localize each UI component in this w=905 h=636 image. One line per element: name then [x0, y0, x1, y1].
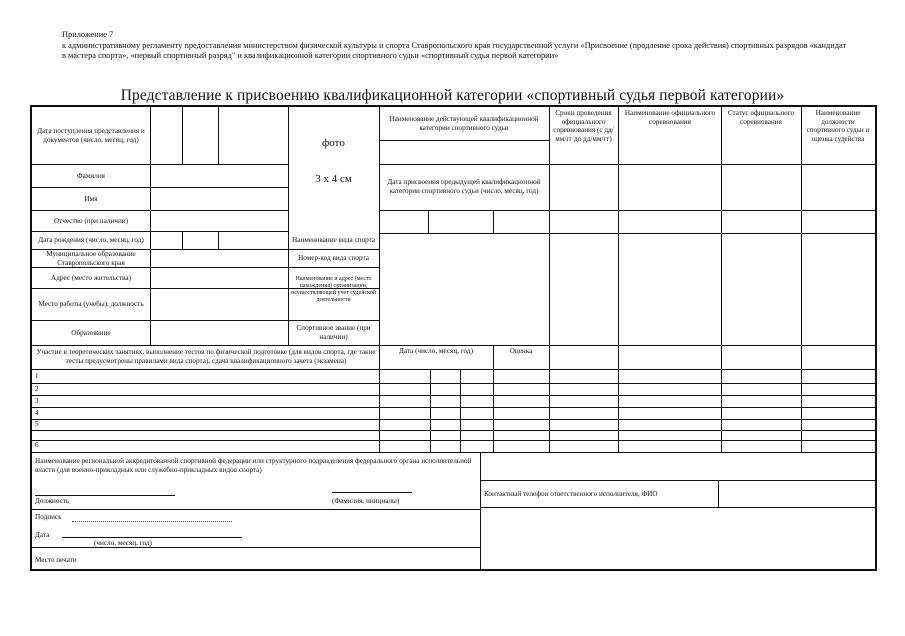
photo-label: фото [322, 136, 345, 149]
label-current-category: Наименование действующей квалификационной категории спортивного судьи [389, 115, 539, 132]
label-title-rank: Спортивное звание (при наличии) [296, 323, 371, 341]
footer-fio: (Фамилия, инициалы) [332, 497, 400, 505]
grid-line [32, 430, 875, 431]
footer-date: Дата [35, 531, 50, 539]
grid-line [493, 345, 494, 452]
footer-signature: Подпись [35, 513, 62, 521]
theory-grade: Оценка [509, 346, 533, 355]
grid-line [32, 452, 875, 453]
label-org: Наименование и адрес (место нахождения) организации, осуществляющей учет судейской деятельности [291, 275, 376, 303]
row-number: 3 [35, 397, 39, 405]
grid-line [182, 231, 183, 249]
date-line [62, 537, 242, 538]
row-number: 1 [35, 372, 39, 380]
label-sport-code: Номер-код вида спорта [298, 254, 369, 263]
grid-line [32, 369, 875, 370]
grid-line [32, 210, 288, 211]
label-surname: Фамилия [76, 171, 105, 180]
grid-line [480, 452, 481, 569]
theory-header: Участие в теоретических занятиях, выполнение тестов по физической подготовке (для видов спорта, где такие тесты предусмотрены правилами вида спорта), сдача квалификационного зачета (экзамена) [36, 348, 376, 365]
grid-line [428, 210, 429, 233]
col-dates: Сроки проведения официального соревнования (с дд/мм/гг до дд/мм/гг) [553, 109, 614, 143]
grid-line [32, 440, 875, 441]
grid-line [32, 407, 875, 408]
grid-line [218, 231, 219, 249]
footer-date-hint: (число, месяц, год) [94, 539, 152, 547]
row-number: 6 [35, 441, 39, 449]
appendix-text: к административному регламенту предоставления министерством физической культуры и спорта Ставропольского края государственной услуги «Присвоение (продление срока действия) спортивных разрядов «кандидат в мастера спорта», «первый спортивный разряд" и квалификационной категории спортивного судьи «спортивный судья первой категории» [62, 40, 847, 61]
grid-line [379, 140, 549, 141]
grid-line [182, 107, 183, 164]
row-number: 5 [35, 420, 39, 428]
row-number: 4 [35, 409, 39, 417]
grid-line [718, 480, 719, 507]
col-competition-name: Наименование официального соревнования [624, 109, 716, 126]
grid-line [150, 107, 151, 345]
label-patronymic: Отчество (при наличии) [53, 216, 129, 225]
label-prev-category-date: Дата присвоения предыдущей квалификационной категории спортивного судьи (число, месяц, год) [387, 178, 541, 195]
grid-line [32, 164, 288, 165]
row-number: 2 [35, 385, 39, 393]
grid-line [32, 395, 875, 396]
grid-line [32, 509, 480, 510]
label-municipality: Муниципальное образование Ставропольского края [46, 249, 136, 267]
form-table [30, 105, 877, 571]
form-title: Представление к присвоению квалификационной категории «спортивный судья первой категории» [120, 87, 785, 104]
col-judge-position: Наименование должности спортивного судьи и оценка судейства [806, 109, 870, 143]
fio-line [332, 492, 412, 493]
grid-line [618, 107, 619, 452]
grid-line [379, 210, 875, 211]
theory-date: Дата (число, месяц, год) [398, 346, 473, 355]
footer-stamp: Место печати [35, 556, 77, 564]
label-address: Адрес (место жительства) [51, 273, 131, 282]
photo-size: 3 х 4 см [315, 172, 352, 185]
grid-line [218, 107, 219, 164]
label-sport: Наименование вида спорта [291, 236, 375, 245]
grid-line [480, 507, 875, 508]
appendix-number: Приложение 7 [62, 30, 114, 39]
grid-line [379, 233, 875, 234]
grid-line [549, 164, 875, 165]
col-competition-status: Статус официального соревнования [727, 109, 795, 126]
label-birth: Дата рождения (число, месяц, год) [38, 236, 144, 245]
footer-contact: Контактный телефон ответственного исполнителя, ФИО [484, 490, 658, 498]
label-date-docs: Дата поступления представления и документов (число, месяц, год) [37, 127, 145, 144]
label-work: Место работы (учебы), должность [38, 300, 144, 309]
appendix-header [62, 30, 852, 62]
grid-line [493, 210, 494, 233]
grid-line [32, 187, 288, 188]
footer-position: Должность [35, 497, 70, 505]
position-line [35, 495, 175, 496]
footer-org: Наименование региональной аккредитованной спортивной федерации или структурного подразделения федерального органа исполнительной власти (для военно-прикладных или служебно-прикладных видов спорта) [35, 457, 472, 474]
grid-line [32, 419, 875, 420]
grid-line [480, 480, 875, 481]
signature-line [72, 521, 232, 522]
grid-line [721, 107, 722, 452]
grid-line [379, 107, 380, 452]
label-name: Имя [84, 194, 98, 203]
label-education: Образование [71, 328, 111, 337]
grid-line [32, 383, 875, 384]
